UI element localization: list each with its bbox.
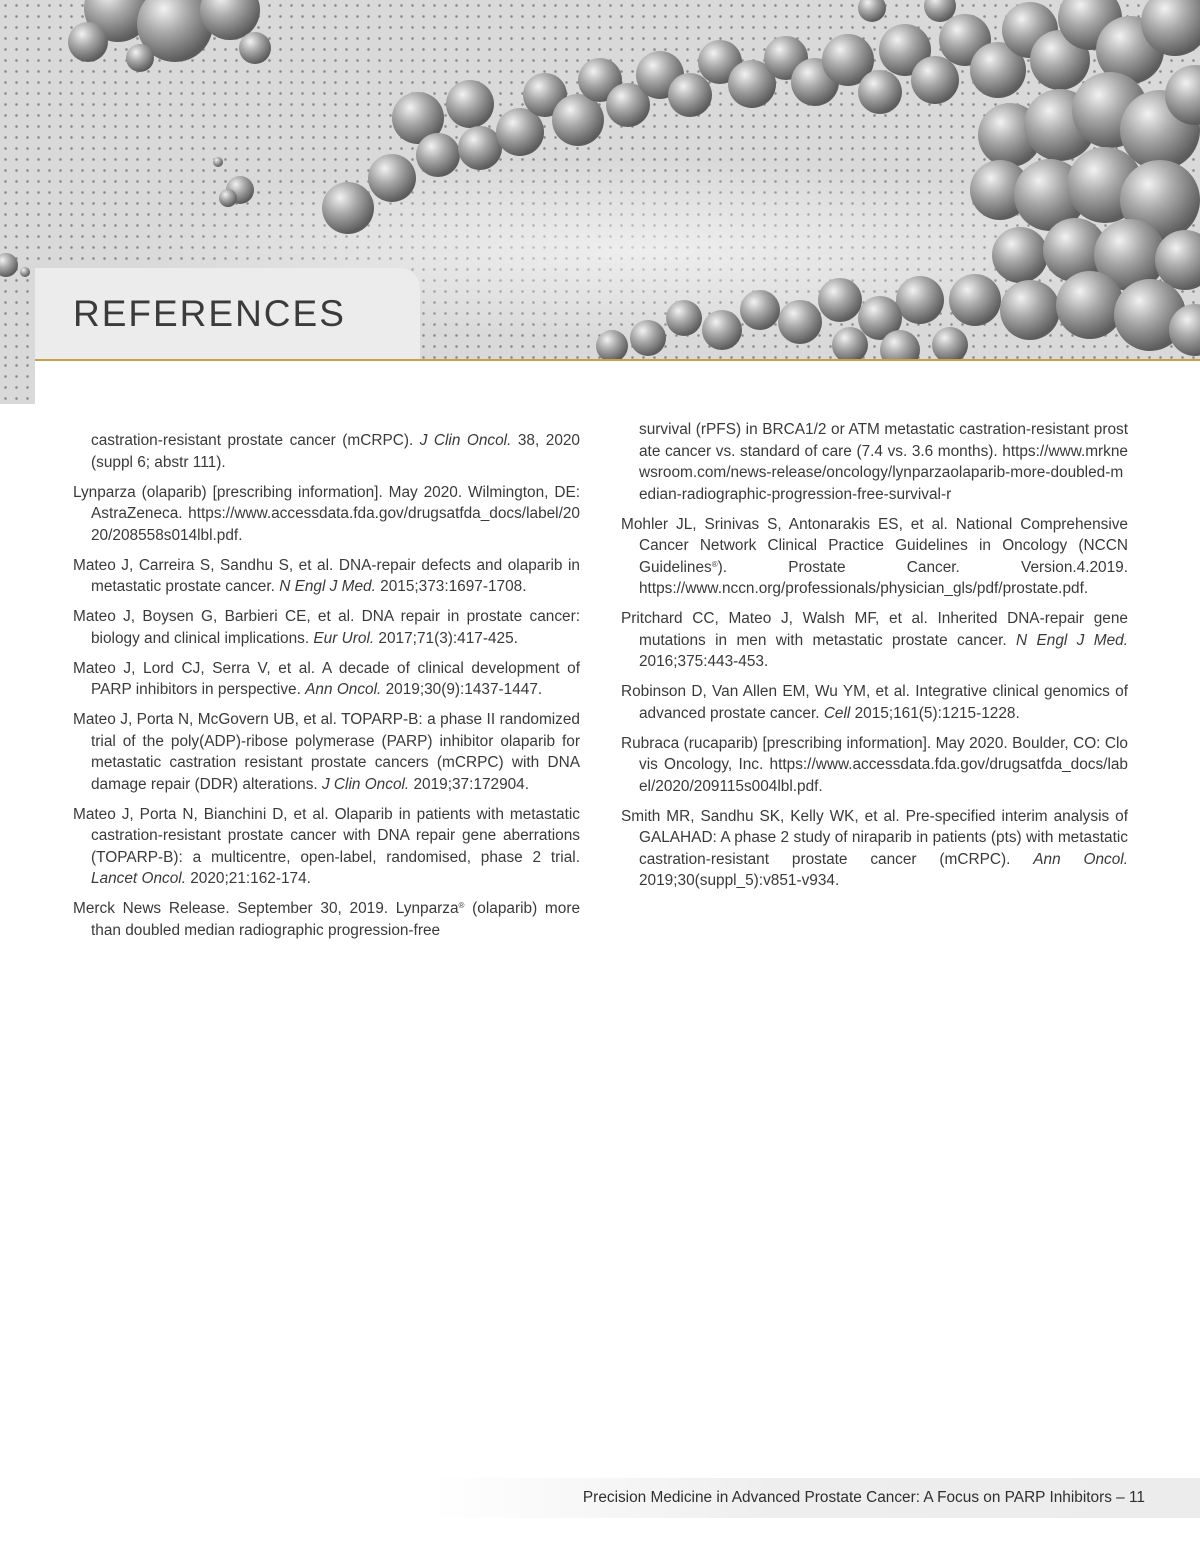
reference-item: Mateo J, Lord CJ, Serra V, et al. A decade of clinical development of PARP inhibitors in perspective. Ann Oncol. 2019;30(9):1437-1447. <box>73 659 580 698</box>
reference-item: Rubraca (rucaparib) [prescribing information]. May 2020. Boulder, CO: Clovis Oncology, Inc. https://www.accessdata.fda.gov/drugsatfda_docs/label/2020/209115s004lbl.pdf. <box>621 734 1128 795</box>
reference-item: castration-resistant prostate cancer (mCRPC). J Clin Oncol. 38, 2020 (suppl 6; abstr 111). <box>91 432 580 471</box>
reference-item-merck: Merck News Release. September 30, 2019. Lynparza® (olaparib) more than doubled median radiographic progression-free <box>73 900 580 939</box>
reference-item: Pritchard CC, Mateo J, Walsh MF, et al. Inherited DNA-repair gene mutations in men with metastatic prostate cancer. N Engl J Med. 2016;375:443-453. <box>621 610 1128 670</box>
page-title: REFERENCES <box>73 293 346 334</box>
reference-item: Robinson D, Van Allen EM, Wu YM, et al. Integrative clinical genomics of advanced prostate cancer. Cell 2015;161(5):1215-1228. <box>621 683 1128 722</box>
footer-running-title: Precision Medicine in Advanced Prostate Cancer: A Focus on PARP Inhibitors – 11 <box>582 1489 1145 1506</box>
reference-item: Mateo J, Boysen G, Barbieri CE, et al. DNA repair in prostate cancer: biology and clinical implications. Eur Urol. 2017;71(3):417-425. <box>73 608 580 647</box>
references-column-left <box>73 430 580 950</box>
header-divider <box>35 359 1200 361</box>
reference-item-mohler: Mohler JL, Srinivas S, Antonarakis ES, et al. National Comprehensive Cancer Network Clinical Practice Guidelines in Oncology (NCCN Guidelines®). Prostate Cancer. Version.4.2019. https://www.nccn.org/professionals/physician_gls/pdf/prostate.pdf. <box>621 515 1128 597</box>
reference-item: Mateo J, Carreira S, Sandhu S, et al. DNA-repair defects and olaparib in metastatic prostate cancer. N Engl J Med. 2015;373:1697-1708. <box>73 556 580 595</box>
reference-item: Mateo J, Porta N, Bianchini D, et al. Olaparib in patients with metastatic castration-resistant prostate cancer with DNA repair gene aberrations (TOPARP-B): a multicentre, open-label, randomised, phase 2 trial. Lancet Oncol. 2020;21:162-174. <box>73 805 580 887</box>
references-column-right <box>621 419 1128 900</box>
reference-item: Lynparza (olaparib) [prescribing information]. May 2020. Wilmington, DE: AstraZeneca. https://www.accessdata.fda.gov/drugsatfda_docs/label/2020/208558s014lbl.pdf. <box>73 483 580 544</box>
reference-item: Smith MR, Sandhu SK, Kelly WK, et al. Pre-specified interim analysis of GALAHAD: A phase 2 study of niraparib in patients (pts) with metastatic castration-resistant prostate cancer (mCRPC). Ann Oncol. 2019;30(suppl_5):v851-v934. <box>621 807 1128 889</box>
reference-item: Mateo J, Porta N, McGovern UB, et al. TOPARP-B: a phase II randomized trial of the poly(ADP)-ribose polymerase (PARP) inhibitor olaparib for metastatic castration resistant prostate cancers (mCRPC) with DNA damage repair (DDR) alterations. J Clin Oncol. 2019;37:172904. <box>73 711 580 793</box>
reference-item-merck-continued: survival (rPFS) in BRCA1/2 or ATM metastatic castration-resistant prostate cancer vs. standard of care (7.4 vs. 3.6 months). https://www.mrknewsroom.com/news-release/oncology/lynparzaolaparib-more-doubled-median-radiographic-progression-free-survival-r <box>639 421 1128 503</box>
header-pattern-strip <box>0 360 35 404</box>
